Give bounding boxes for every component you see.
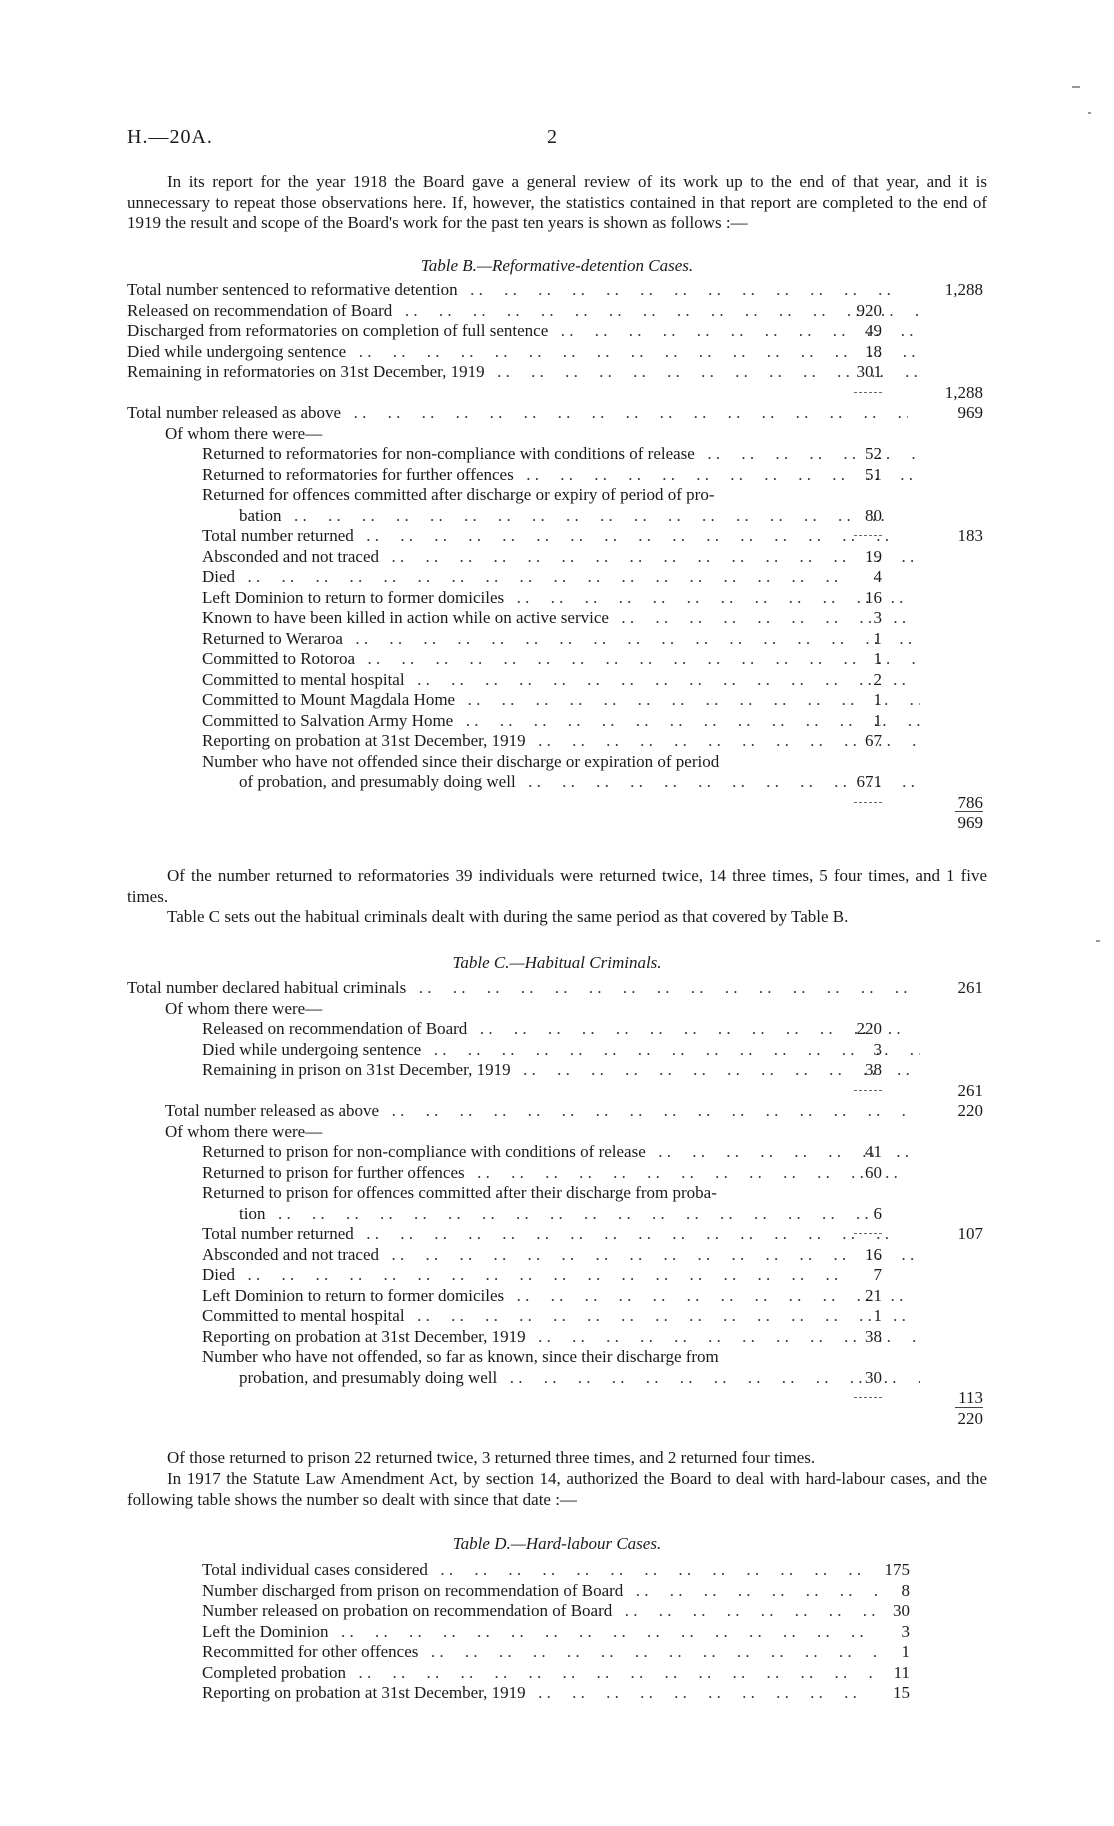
row-label — [202, 547, 920, 568]
subtotal-rule — [854, 1090, 882, 1091]
row-label-text: Total individual cases considered — [202, 1560, 432, 1579]
row-total: 969 — [957, 403, 983, 422]
row-label — [202, 1224, 908, 1245]
table-row — [0, 280, 1114, 301]
table-row — [0, 711, 1114, 732]
row-label-text: Reporting on probation at 31st December, 1919 — [202, 1683, 530, 1702]
table-row — [0, 1081, 1114, 1102]
row-total: 183 — [957, 526, 983, 545]
row-value: 175 — [884, 1560, 910, 1579]
row-label — [127, 280, 908, 301]
row-label-text: tion — [239, 1204, 269, 1223]
row-label-text: Recommitted for other offences — [202, 1642, 422, 1661]
table-row — [0, 1183, 1114, 1204]
row-label — [202, 1060, 920, 1081]
row-value: 30 — [893, 1601, 910, 1620]
table-row — [0, 670, 1114, 691]
row-label — [202, 670, 920, 691]
row-label — [202, 567, 920, 588]
row-label-text: probation, and presumably doing well — [239, 1368, 501, 1387]
row-label-text: Returned to prison for further offences — [202, 1163, 469, 1182]
row-value: 1 — [873, 690, 882, 709]
row-label — [202, 1265, 920, 1286]
row-label — [202, 1019, 920, 1040]
row-label-text: Reporting on probation at 31st December, 1919 — [202, 731, 530, 750]
row-label — [202, 711, 920, 732]
table-row — [0, 342, 1114, 363]
row-label-text: Number released on probation on recommendation of Board — [202, 1601, 616, 1620]
table-row — [0, 1642, 1114, 1663]
row-label-text: Total number released as above — [165, 1101, 383, 1120]
total-rule — [955, 811, 983, 812]
row-label-text: Total number declared habitual criminals — [127, 978, 410, 997]
table-row — [0, 301, 1114, 322]
row-label-text: Absconded and not traced — [202, 547, 383, 566]
subtotal-rule — [854, 1397, 882, 1398]
table-row — [0, 1163, 1114, 1184]
table-row — [0, 1560, 1114, 1581]
table-row — [0, 690, 1114, 711]
row-label-text: Died — [202, 1265, 239, 1284]
row-label — [202, 1245, 920, 1266]
table-row — [0, 383, 1114, 404]
row-label-text: Of whom there were— — [165, 1122, 326, 1141]
table-row — [0, 1388, 1114, 1409]
table-row — [0, 649, 1114, 670]
row-value: 1 — [901, 1642, 910, 1661]
row-value: 16 — [865, 1244, 882, 1264]
total-rule — [955, 1407, 983, 1408]
row-label-text: Committed to Mount Magdala Home — [202, 690, 459, 709]
row-label-text: of probation, and presumably doing well — [239, 772, 520, 791]
row-label-text: Committed to mental hospital — [202, 670, 409, 689]
subtotal-rule — [854, 802, 882, 803]
row-label — [239, 772, 920, 793]
row-value: 49 — [865, 321, 882, 340]
row-value: 15 — [893, 1683, 910, 1702]
row-label — [202, 1581, 878, 1602]
table-row — [0, 793, 1114, 814]
table-row — [0, 1265, 1114, 1286]
row-label — [202, 752, 1022, 773]
subtotal-rule — [854, 392, 882, 393]
row-label — [165, 1122, 985, 1143]
table-d-caption: Table D.—Hard-labour Cases. — [452, 1534, 662, 1553]
table-row — [0, 1581, 1114, 1602]
row-value: 21 — [865, 1285, 882, 1305]
table-row — [0, 588, 1114, 609]
table-d — [0, 1560, 1114, 1704]
table-row — [0, 403, 1114, 424]
table-row — [0, 321, 1114, 342]
row-label — [127, 342, 920, 363]
table-row — [0, 1142, 1114, 1163]
table-row — [0, 1122, 1114, 1143]
intro-paragraph: In its report for the year 1918 the Board gave a general review of its work up to the end of that year, and it is unnecessary to repeat those observations here. If, however, the statistics contained in that report are completed to the end of 1919 the result and scope of the Board's work for the past ten years is shown as follows :— — [127, 172, 987, 232]
table-row — [0, 444, 1114, 465]
table-row — [0, 547, 1114, 568]
table-row — [0, 1347, 1114, 1368]
row-label — [202, 444, 920, 465]
row-label — [202, 588, 920, 609]
row-value: 51 — [865, 464, 882, 484]
row-label-text: Reporting on probation at 31st December, 1919 — [202, 1327, 530, 1346]
row-label-text: Returned to prison for offences committed after their discharge from proba- — [202, 1183, 721, 1202]
table-row — [0, 1306, 1114, 1327]
table-row — [0, 978, 1114, 999]
table-row — [0, 608, 1114, 629]
row-value: 11 — [893, 1662, 910, 1682]
subtotal-rule — [854, 1233, 882, 1234]
row-value: 220 — [856, 1019, 882, 1038]
row-label — [127, 403, 908, 424]
returned-paragraph: Of the number returned to reformatories 39 individuals were returned twice, 14 three times, 5 four times, and 1 five times. — [127, 866, 987, 906]
row-label — [202, 1183, 1022, 1204]
table-row — [0, 1663, 1114, 1684]
table-row — [0, 424, 1114, 445]
table-row — [0, 465, 1114, 486]
row-value: 16 — [865, 587, 882, 607]
table-row — [0, 1683, 1114, 1704]
row-label-text: Returned to reformatories for non-compliance with conditions of release — [202, 444, 699, 463]
row-label — [202, 649, 920, 670]
row-label — [202, 1040, 920, 1061]
row-total: 107 — [957, 1224, 983, 1243]
row-label — [202, 1642, 878, 1663]
row-value: 3 — [873, 608, 882, 627]
row-label-text: Total number sentenced to reformative detention — [127, 280, 462, 299]
row-label-text: Released on recommendation of Board — [202, 1019, 471, 1038]
table-row — [0, 1060, 1114, 1081]
page-header — [127, 126, 987, 152]
row-label-text: Absconded and not traced — [202, 1245, 383, 1264]
table-row — [0, 1040, 1114, 1061]
row-label-text: Left Dominion to return to former domiciles — [202, 588, 508, 607]
row-value: 67 — [865, 731, 882, 750]
row-label — [202, 1347, 1022, 1368]
table-row — [0, 1622, 1114, 1643]
row-label-text: Returned for offences committed after discharge or expiry of period of pro- — [202, 485, 719, 504]
row-label-text: Of whom there were— — [165, 999, 326, 1018]
row-value: 30 — [865, 1367, 882, 1387]
table-row — [0, 362, 1114, 383]
row-value: 1 — [873, 628, 882, 648]
row-label-text: Committed to Salvation Army Home — [202, 711, 457, 730]
row-label — [165, 999, 985, 1020]
table-row — [0, 999, 1114, 1020]
subtotal-rule — [854, 535, 882, 536]
row-value: 38 — [865, 1060, 882, 1079]
row-label-text: Completed probation — [202, 1663, 350, 1682]
table-row — [0, 1327, 1114, 1348]
row-value: 41 — [865, 1142, 882, 1161]
row-label — [202, 731, 920, 752]
row-total: 261 — [957, 1080, 983, 1100]
table-row — [0, 1245, 1114, 1266]
row-label — [202, 1622, 878, 1643]
table-row — [0, 1368, 1114, 1389]
row-label-text: Of whom there were— — [165, 424, 326, 443]
row-label — [127, 301, 920, 322]
row-label — [127, 362, 920, 383]
row-value: 52 — [865, 444, 882, 463]
row-label — [202, 1163, 920, 1184]
row-label — [165, 424, 985, 445]
row-value: 3 — [901, 1621, 910, 1641]
table-c-intro-paragraph: Table C sets out the habitual criminals dealt with during the same period as that covered by Table B. — [167, 907, 849, 926]
row-label-text: Died while undergoing sentence — [202, 1040, 425, 1059]
row-total: 1,288 — [944, 382, 983, 402]
table-row — [0, 813, 1114, 834]
row-label — [202, 1560, 878, 1581]
row-label-text: Returned to Weraroa — [202, 629, 347, 648]
row-label-text: bation — [239, 506, 286, 525]
row-total: 220 — [957, 1408, 983, 1428]
row-value: 60 — [865, 1162, 882, 1182]
row-value: 3 — [873, 1039, 882, 1059]
row-value: 2 — [873, 669, 882, 689]
row-label — [202, 608, 920, 629]
row-label-text: Died while undergoing sentence — [127, 342, 350, 361]
row-label-text: Number who have not offended, so far as known, since their discharge from — [202, 1347, 723, 1366]
row-total: 1,288 — [944, 280, 983, 299]
row-value: 7 — [873, 1265, 882, 1284]
table-row — [0, 1601, 1114, 1622]
row-label — [202, 690, 920, 711]
table-b — [0, 280, 1114, 834]
row-label-text: Returned to prison for non-compliance with conditions of release — [202, 1142, 650, 1161]
row-total: 113 — [958, 1388, 983, 1407]
scan-mark — [1096, 940, 1100, 942]
row-total: 786 — [957, 792, 983, 812]
row-label — [202, 629, 920, 650]
row-value: 1 — [873, 1306, 882, 1325]
row-label-text: Discharged from reformatories on completion of full sentence — [127, 321, 552, 340]
row-value: 6 — [873, 1203, 882, 1223]
row-label-text: Died — [202, 567, 239, 586]
row-label — [202, 1327, 920, 1348]
table-row — [0, 485, 1114, 506]
table-row — [0, 731, 1114, 752]
row-value: 920 — [856, 300, 882, 320]
table-row — [0, 629, 1114, 650]
row-label-text: Left Dominion to return to former domiciles — [202, 1286, 508, 1305]
row-label-text: Total number returned — [202, 526, 358, 545]
row-value: 18 — [865, 341, 882, 361]
row-label — [165, 1101, 908, 1122]
row-label-text: Left the Dominion — [202, 1622, 333, 1641]
row-value: 1 — [873, 649, 882, 668]
row-label — [202, 1601, 878, 1622]
row-value: 1 — [873, 710, 882, 730]
table-row — [0, 1286, 1114, 1307]
row-total: 969 — [957, 813, 983, 832]
prison-paragraph: Of those returned to prison 22 returned twice, 3 returned three times, and 2 returned four times. — [167, 1448, 816, 1467]
scan-mark — [1088, 112, 1091, 114]
row-label-text: Remaining in reformatories on 31st December, 1919 — [127, 362, 489, 381]
row-label — [202, 1286, 920, 1307]
table-row — [0, 526, 1114, 547]
act-1917-paragraph: In 1917 the Statute Law Amendment Act, by section 14, authorized the Board to deal with hard-labour cases, and the following table shows the number so dealt with since that date :— — [127, 1469, 987, 1509]
row-value: 4 — [873, 567, 882, 586]
row-label — [202, 526, 908, 547]
row-label — [202, 1683, 878, 1704]
row-value: 19 — [865, 546, 882, 566]
table-row — [0, 1409, 1114, 1430]
table-row — [0, 1101, 1114, 1122]
row-label-text: Total number released as above — [127, 403, 345, 422]
row-label-text: Number discharged from prison on recommendation of Board — [202, 1581, 627, 1600]
row-label-text: Committed to Rotoroa — [202, 649, 359, 668]
row-label — [202, 1306, 920, 1327]
row-label-text: Returned to reformatories for further offences — [202, 465, 518, 484]
table-c-caption: Table C.—Habitual Criminals. — [452, 953, 662, 972]
table-b-caption: Table B.—Reformative-detention Cases. — [420, 256, 694, 275]
document-reference: H.—20A. — [127, 126, 213, 148]
row-label-text: Committed to mental hospital — [202, 1306, 409, 1325]
row-value: 301 — [856, 362, 882, 381]
row-label-text: Number who have not offended since their discharge or expiration of period — [202, 752, 723, 771]
row-label — [239, 1204, 920, 1225]
table-c — [0, 978, 1114, 1429]
scan-mark — [1072, 86, 1080, 88]
row-label-text: Released on recommendation of Board — [127, 301, 396, 320]
row-value: 80 — [865, 505, 882, 525]
row-label — [202, 1663, 878, 1684]
row-label — [202, 1142, 920, 1163]
row-label — [239, 1368, 920, 1389]
row-label-text: Known to have been killed in action while on active service — [202, 608, 613, 627]
row-label — [202, 485, 1022, 506]
row-value: 8 — [901, 1580, 910, 1600]
row-label-text: Total number returned — [202, 1224, 358, 1243]
table-row — [0, 752, 1114, 773]
table-row — [0, 506, 1114, 527]
table-row — [0, 1204, 1114, 1225]
row-label — [202, 465, 920, 486]
row-label — [127, 321, 920, 342]
row-label — [127, 978, 908, 999]
table-row — [0, 772, 1114, 793]
table-row — [0, 567, 1114, 588]
row-total: 220 — [957, 1101, 983, 1120]
row-label-text: Remaining in prison on 31st December, 1919 — [202, 1060, 515, 1079]
row-value: 671 — [856, 772, 882, 791]
table-row — [0, 1224, 1114, 1245]
table-row — [0, 1019, 1114, 1040]
row-total: 261 — [957, 978, 983, 997]
row-label — [239, 506, 920, 527]
page-number: 2 — [547, 126, 557, 148]
row-value: 38 — [865, 1326, 882, 1346]
